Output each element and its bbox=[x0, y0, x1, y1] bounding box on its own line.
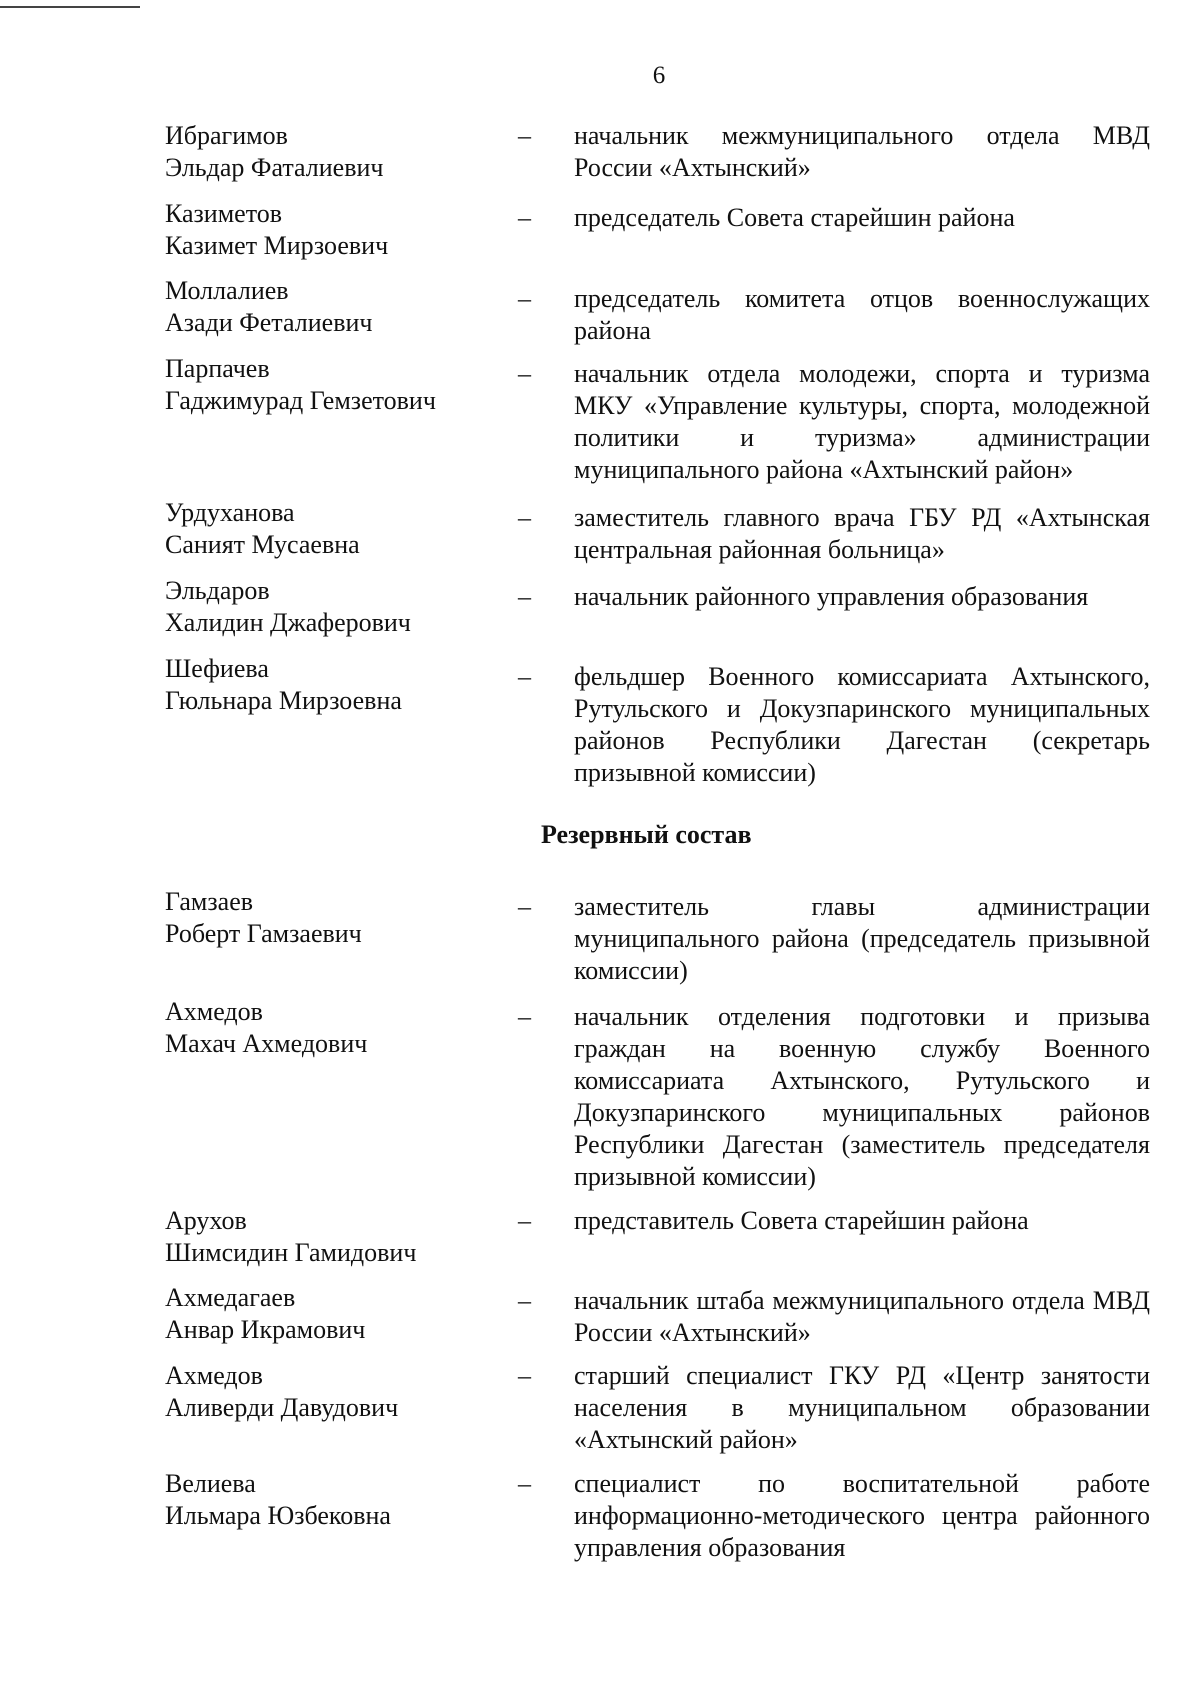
scan-artifact-line bbox=[0, 6, 140, 8]
member-role-text: председатель Совета старейшин района bbox=[574, 203, 1015, 232]
member-surname: Гамзаев bbox=[165, 887, 254, 916]
member-role bbox=[518, 1001, 1150, 1193]
page-number: 6 bbox=[652, 62, 666, 89]
member-name bbox=[165, 1282, 505, 1346]
member-role-text: начальник штаба межмуниципального отдела МВД России «Ахтынский» bbox=[574, 1286, 1150, 1347]
member-role bbox=[518, 283, 1150, 347]
member-role bbox=[518, 502, 1150, 566]
member-given-names: Азади Феталиевич bbox=[165, 308, 373, 337]
reserve-section-heading: Резервный состав bbox=[541, 820, 752, 849]
member-name bbox=[165, 996, 505, 1060]
dash: – bbox=[518, 284, 531, 313]
member-given-names: Шимсидин Гамидович bbox=[165, 1238, 417, 1267]
member-role-text: заместитель главного врача ГБУ РД «Ахтынская центральная районная больница» bbox=[574, 503, 1150, 564]
member-role-text: председатель комитета отцов военнослужащих района bbox=[574, 284, 1150, 345]
member-surname: Арухов bbox=[165, 1206, 247, 1235]
dash: – bbox=[518, 662, 531, 691]
member-name bbox=[165, 198, 505, 262]
member-surname: Шефиева bbox=[165, 654, 269, 683]
member-surname: Ахмедов bbox=[165, 997, 263, 1026]
member-role-text: специалист по воспитательной работе информационно-методического центра районного управления образования bbox=[574, 1469, 1150, 1562]
member-surname: Казиметов bbox=[165, 199, 283, 228]
member-name bbox=[165, 886, 505, 950]
member-role bbox=[518, 1360, 1150, 1456]
member-surname: Ахмедов bbox=[165, 1361, 263, 1390]
dash: – bbox=[518, 892, 531, 921]
member-given-names: Роберт Гамзаевич bbox=[165, 919, 362, 948]
member-surname: Велиева bbox=[165, 1469, 256, 1498]
member-role bbox=[518, 202, 1150, 234]
member-role bbox=[518, 1285, 1150, 1349]
dash: – bbox=[518, 359, 531, 388]
dash: – bbox=[518, 582, 531, 611]
member-role bbox=[518, 661, 1150, 789]
member-given-names: Халидин Джаферович bbox=[165, 608, 411, 637]
member-name bbox=[165, 1360, 505, 1424]
member-name bbox=[165, 653, 505, 717]
dash: – bbox=[518, 121, 531, 150]
member-surname: Парпачев bbox=[165, 354, 270, 383]
member-given-names: Гаджимурад Гемзетович bbox=[165, 386, 436, 415]
member-role-text: старший специалист ГКУ РД «Центр занятости населения в муниципальном образовании «Ахтынский район» bbox=[574, 1361, 1150, 1454]
member-given-names: Гюльнара Мирзоевна bbox=[165, 686, 402, 715]
member-surname: Эльдаров bbox=[165, 576, 270, 605]
member-role bbox=[518, 358, 1150, 486]
member-role bbox=[518, 1468, 1150, 1564]
member-name bbox=[165, 353, 505, 417]
dash: – bbox=[518, 503, 531, 532]
member-surname: Моллалиев bbox=[165, 276, 289, 305]
member-surname: Урдуханова bbox=[165, 498, 295, 527]
member-name bbox=[165, 120, 505, 184]
member-role bbox=[518, 120, 1150, 184]
member-name bbox=[165, 497, 505, 561]
member-name bbox=[165, 1468, 505, 1532]
member-role-text: начальник отдела молодежи, спорта и туризма МКУ «Управление культуры, спорта, молодежной политики и туризма» администрации муниципального района «Ахтынский район» bbox=[574, 359, 1150, 484]
member-role-text: начальник районного управления образования bbox=[574, 582, 1089, 611]
member-role-text: начальник отделения подготовки и призыва граждан на военную службу Военного комиссариата Ахтынского, Рутульского и Докузпаринского муниципальных районов Республики Дагестан (заместитель председателя призывной комиссии) bbox=[574, 1002, 1150, 1191]
member-given-names: Казимет Мирзоевич bbox=[165, 231, 389, 260]
member-given-names: Саният Мусаевна bbox=[165, 530, 360, 559]
member-role-text: заместитель главы администрации муниципального района (председатель призывной комиссии) bbox=[574, 892, 1150, 985]
member-role bbox=[518, 891, 1150, 987]
dash: – bbox=[518, 1361, 531, 1390]
dash: – bbox=[518, 203, 531, 232]
member-role-text: начальник межмуниципального отдела МВД России «Ахтынский» bbox=[574, 121, 1150, 182]
member-surname: Ахмедагаев bbox=[165, 1283, 296, 1312]
dash: – bbox=[518, 1286, 531, 1315]
member-given-names: Ильмара Юзбековна bbox=[165, 1501, 391, 1530]
member-role bbox=[518, 581, 1150, 613]
member-given-names: Аливерди Давудович bbox=[165, 1393, 399, 1422]
dash: – bbox=[518, 1469, 531, 1498]
member-given-names: Махач Ахмедович bbox=[165, 1029, 368, 1058]
member-surname: Ибрагимов bbox=[165, 121, 288, 150]
member-given-names: Эльдар Фаталиевич bbox=[165, 153, 384, 182]
member-name bbox=[165, 275, 505, 339]
member-role-text: фельдшер Военного комиссариата Ахтынского, Рутульского и Докузпаринского муниципальных районов Республики Дагестан (секретарь призывной комиссии) bbox=[574, 662, 1150, 787]
dash: – bbox=[518, 1206, 531, 1235]
member-name bbox=[165, 1205, 505, 1269]
member-given-names: Анвар Икрамович bbox=[165, 1315, 366, 1344]
member-role-text: представитель Совета старейшин района bbox=[574, 1206, 1029, 1235]
dash: – bbox=[518, 1002, 531, 1031]
member-role bbox=[518, 1205, 1150, 1237]
member-name bbox=[165, 575, 505, 639]
